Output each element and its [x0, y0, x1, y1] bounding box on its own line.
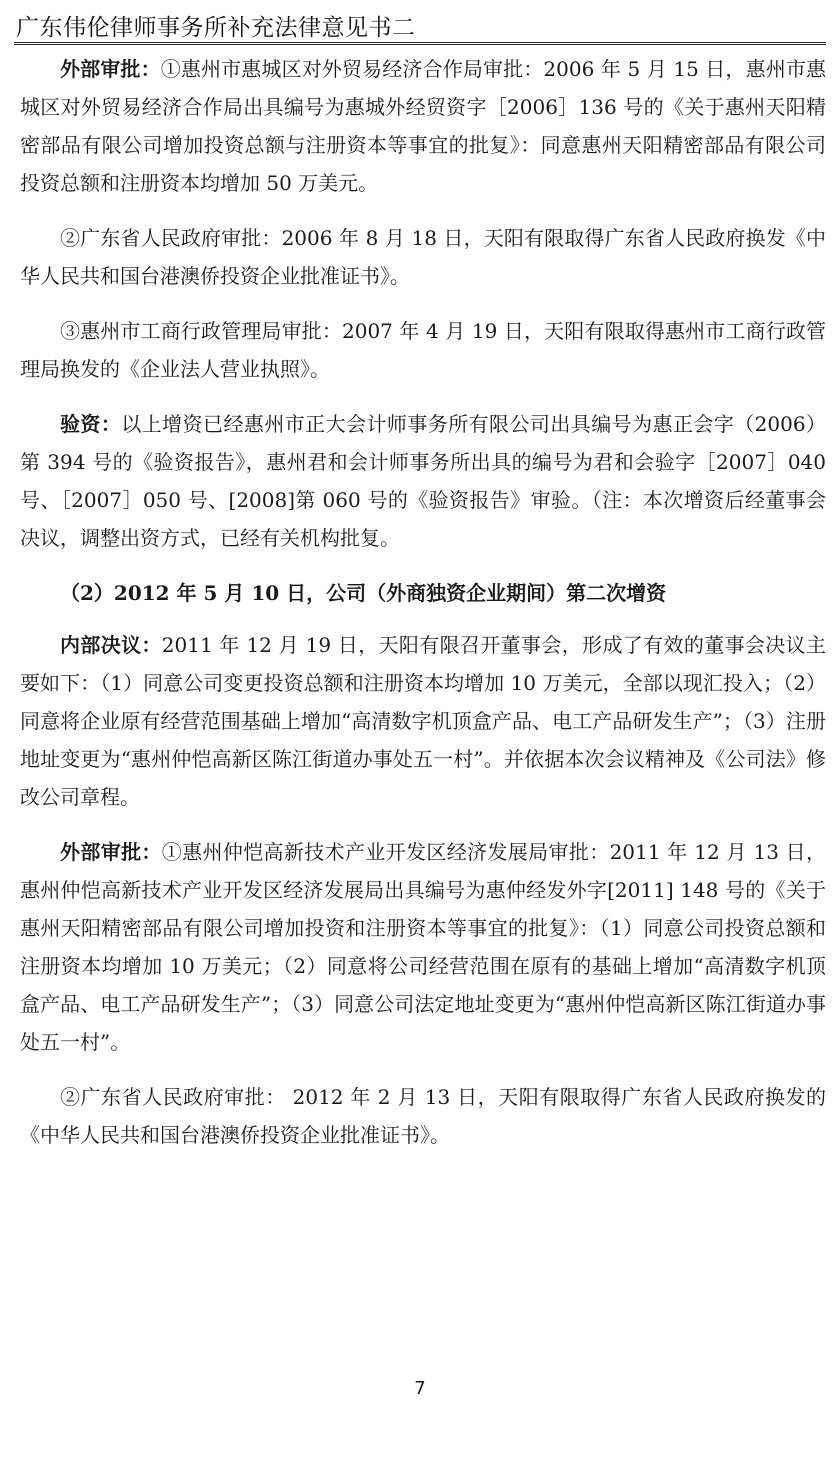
paragraph-text: ①惠州仲恺高新技术产业开发区经济发展局审批：2011 年 12 月 13 日，惠州仲恺高新技术产业开发区经济发展局出具编号为惠仲经发外字[2011] 148 号的《关于惠州天阳精密部品有限公司增加投资和注册资本等事宜的批复》：（1）同意公司投资总额和注册资本均增加 10 万美元；（2）同意将公司经营范围在原有的基础上增加“高清数字机顶盒产品、电工产品研发生产”；（3）同意公司法定地址变更为“惠州仲恺高新区陈江街道办事处五一村”。 — [20, 840, 826, 1054]
paragraph-business-bureau-approval — [20, 312, 826, 388]
paragraph-text: 2011 年 12 月 19 日，天阳有限召开董事会，形成了有效的董事会决议主要如下：（1）同意公司变更投资总额和注册资本均增加 10 万美元，全部以现汇投入；（2）同意将企业原有经营范围基础上增加“高清数字机顶盒产品、电工产品研发生产”；（3）注册地址变更为“惠州仲恺高新区陈江街道办事处五一村”。并依据本次会议精神及《公司法》修改公司章程。 — [20, 633, 826, 809]
paragraph-capital-verification — [20, 405, 826, 557]
paragraph-text: ②广东省人民政府审批：2006 年 8 月 18 日，天阳有限取得广东省人民政府换发《中华人民共和国台港澳侨投资企业批准证书》。 — [20, 226, 826, 288]
paragraph-provincial-approval-2 — [20, 1078, 826, 1154]
paragraph-external-approval-2 — [20, 833, 826, 1061]
page-header — [14, 4, 826, 45]
document-body — [20, 50, 826, 1171]
paragraph-lead: 外部审批： — [60, 840, 162, 864]
paragraph-lead: 验资： — [60, 412, 122, 436]
paragraph-lead: 外部审批： — [60, 57, 161, 81]
paragraph-lead: 内部决议： — [60, 633, 162, 657]
paragraph-text: ②广东省人民政府审批： 2012 年 2 月 13 日，天阳有限取得广东省人民政府换发的《中华人民共和国台港澳侨投资企业批准证书》。 — [20, 1085, 826, 1147]
header-title: 广东伟伦律师事务所补充法律意见书二 — [16, 15, 416, 41]
paragraph-text: 以上增资已经惠州市正大会计师事务所有限公司出具编号为惠正会字（2006）第 394 号的《验资报告》，惠州君和会计师事务所出具的编号为君和会验字［2007］040 号、［2007］050 号、[2008]第 060 号的《验资报告》审验。（注：本次增资后经董事会决议，调整出资方式，已经有关机构批复。 — [20, 412, 826, 550]
paragraph-internal-resolution — [20, 626, 826, 816]
paragraph-external-approval-1 — [20, 50, 826, 202]
page-number: 7 — [414, 1378, 426, 1399]
paragraph-text: ③惠州市工商行政管理局审批：2007 年 4 月 19 日，天阳有限取得惠州市工商行政管理局换发的《企业法人营业执照》。 — [20, 319, 826, 381]
section-heading: （2）2012 年 5 月 10 日，公司（外商独资企业期间）第二次增资 — [60, 581, 667, 605]
paragraph-provincial-approval-1 — [20, 219, 826, 295]
paragraph-text: ①惠州市惠城区对外贸易经济合作局审批：2006 年 5 月 15 日，惠州市惠城区对外贸易经济合作局出具编号为惠城外经贸资字［2006］136 号的《关于惠州天阳精密部品有限公司增加投资总额与注册资本等事宜的批复》：同意惠州天阳精密部品有限公司投资总额和注册资本均增加 50 万美元。 — [20, 57, 827, 195]
